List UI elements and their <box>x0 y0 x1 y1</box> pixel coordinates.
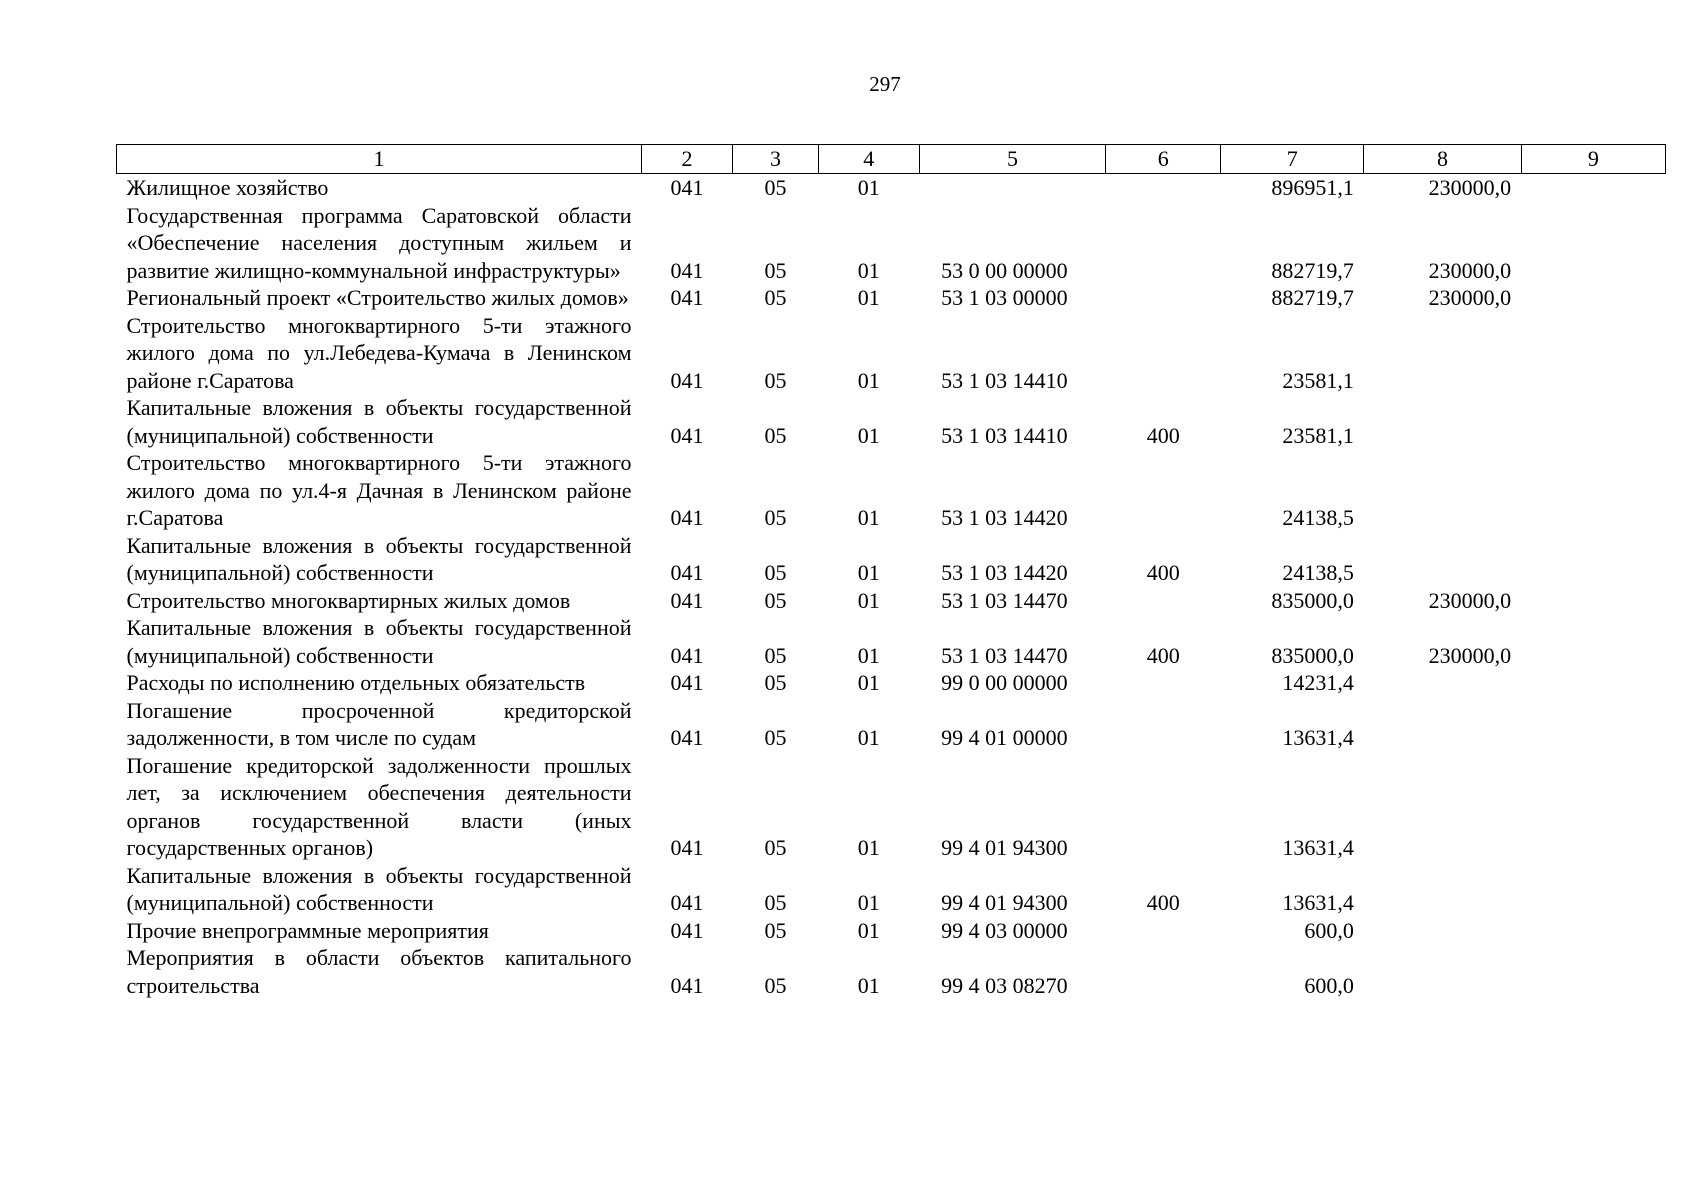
row-col8-cell <box>1364 752 1521 862</box>
row-col7-cell: 13631,4 <box>1282 890 1354 915</box>
header-col-5: 5 <box>919 145 1106 174</box>
row-col6-cell: 400 <box>1146 422 1180 448</box>
row-col4-cell: 01 <box>857 917 880 943</box>
row-col2-cell: 041 <box>670 670 704 695</box>
table-row <box>117 862 1666 917</box>
row-col8-cell <box>1364 917 1521 945</box>
row-col2-cell: 041 <box>670 835 704 860</box>
row-col7-cell: 24138,5 <box>1282 505 1354 530</box>
row-col5-cell: 99 4 03 08270 <box>941 972 1068 998</box>
row-col4-cell: 01 <box>857 725 880 750</box>
row-col6-cell: 400 <box>1146 890 1180 915</box>
row-name-cell: Капитальные вложения в объекты государственной (муниципальной) собственности <box>126 532 632 585</box>
row-col9-cell <box>1521 614 1665 669</box>
row-col2-cell: 041 <box>670 587 704 613</box>
row-col3-cell: 05 <box>764 890 787 915</box>
row-col5-cell: 99 4 01 94300 <box>941 835 1068 860</box>
row-col8-cell <box>1364 862 1521 917</box>
table-row <box>117 917 1666 945</box>
header-col-4: 4 <box>818 145 919 174</box>
row-col4-cell: 01 <box>857 890 880 915</box>
row-col8-cell: 230000,0 <box>1428 257 1512 283</box>
row-col8-cell <box>1364 449 1521 532</box>
row-col2-cell: 041 <box>670 505 704 530</box>
row-col6-cell: 400 <box>1146 560 1180 585</box>
row-col5-cell <box>919 174 1106 202</box>
row-col2-cell: 041 <box>670 972 704 998</box>
row-col7-cell: 882719,7 <box>1271 285 1354 310</box>
row-col7-cell: 14231,4 <box>1282 670 1354 695</box>
row-col5-cell: 99 4 01 00000 <box>941 725 1068 750</box>
row-col5-cell: 53 1 03 14470 <box>941 642 1068 668</box>
row-col4-cell: 01 <box>857 972 880 998</box>
row-col9-cell <box>1521 394 1665 449</box>
row-col6-cell <box>1106 917 1221 945</box>
row-col2-cell: 041 <box>670 560 704 585</box>
table-row <box>117 394 1666 449</box>
table-row <box>117 587 1666 615</box>
row-name-cell: Расходы по исполнению отдельных обязательств <box>126 670 586 695</box>
row-name-cell: Строительство многоквартирного 5-ти этажного жилого дома по ул.4-я Дачная в Ленинском районе г.Саратова <box>126 450 632 530</box>
row-col4-cell: 01 <box>857 560 880 585</box>
row-col7-cell: 13631,4 <box>1282 835 1354 860</box>
header-col-2: 2 <box>642 145 733 174</box>
row-col8-cell <box>1364 394 1521 449</box>
row-name-cell: Жилищное хозяйство <box>126 175 329 200</box>
row-col3-cell: 05 <box>764 257 787 283</box>
row-col8-cell: 230000,0 <box>1428 175 1512 200</box>
row-col8-cell <box>1364 312 1521 395</box>
header-col-3: 3 <box>733 145 819 174</box>
row-col5-cell: 53 0 00 00000 <box>941 257 1068 283</box>
row-name-cell: Строительство многоквартирного 5-ти этажного жилого дома по ул.Лебедева-Кумача в Ленинском районе г.Саратова <box>126 312 632 393</box>
row-col2-cell: 041 <box>670 422 704 448</box>
row-col7-cell: 24138,5 <box>1282 560 1354 585</box>
row-col2-cell: 041 <box>670 367 704 393</box>
table-row <box>117 284 1666 312</box>
row-col6-cell <box>1106 752 1221 862</box>
table-row <box>117 202 1666 285</box>
row-col6-cell <box>1106 284 1221 312</box>
row-col8-cell <box>1364 532 1521 587</box>
row-name-cell: Строительство многоквартирных жилых домов <box>126 587 571 613</box>
row-col5-cell: 53 1 03 14470 <box>941 587 1068 613</box>
row-col8-cell <box>1364 944 1521 999</box>
row-col5-cell: 53 1 03 14420 <box>941 505 1068 530</box>
row-col9-cell <box>1521 944 1665 999</box>
row-name-cell: Капитальные вложения в объекты государственной (муниципальной) собственности <box>126 615 632 668</box>
row-col8-cell: 230000,0 <box>1428 587 1512 613</box>
row-col8-cell: 230000,0 <box>1428 285 1512 310</box>
row-col5-cell: 99 4 01 94300 <box>941 890 1068 915</box>
table-row <box>117 697 1666 752</box>
row-col3-cell: 05 <box>764 670 787 695</box>
row-col9-cell <box>1521 284 1665 312</box>
row-col3-cell: 05 <box>764 422 787 448</box>
row-col5-cell: 99 4 03 00000 <box>941 917 1068 943</box>
row-col4-cell: 01 <box>857 257 880 283</box>
page-number: 297 <box>869 72 901 96</box>
row-col9-cell <box>1521 587 1665 615</box>
row-col3-cell: 05 <box>764 642 787 668</box>
row-col6-cell <box>1106 697 1221 752</box>
table-row <box>117 174 1666 202</box>
row-col9-cell <box>1521 862 1665 917</box>
row-col2-cell: 041 <box>670 285 704 310</box>
row-col3-cell: 05 <box>764 560 787 585</box>
row-col7-cell: 835000,0 <box>1271 642 1354 668</box>
row-col6-cell <box>1106 174 1221 202</box>
row-col3-cell: 05 <box>764 175 787 200</box>
row-col4-cell: 01 <box>857 367 880 393</box>
row-name-cell: Прочие внепрограммные мероприятия <box>126 917 489 943</box>
row-col3-cell: 05 <box>764 285 787 310</box>
row-col9-cell <box>1521 174 1665 202</box>
row-col7-cell: 835000,0 <box>1271 587 1354 613</box>
row-col8-cell <box>1364 669 1521 697</box>
row-col9-cell <box>1521 532 1665 587</box>
row-col7-cell: 600,0 <box>1304 917 1354 943</box>
row-col4-cell: 01 <box>857 505 880 530</box>
header-row <box>117 145 1666 174</box>
table-row <box>117 752 1666 862</box>
row-col3-cell: 05 <box>764 725 787 750</box>
row-col2-cell: 041 <box>670 642 704 668</box>
row-col7-cell: 23581,1 <box>1282 367 1354 393</box>
table-row <box>117 312 1666 395</box>
row-col2-cell: 041 <box>670 917 704 943</box>
row-col4-cell: 01 <box>857 587 880 613</box>
row-col4-cell: 01 <box>857 642 880 668</box>
row-col6-cell <box>1106 587 1221 615</box>
row-col2-cell: 041 <box>670 257 704 283</box>
row-col5-cell: 53 1 03 14420 <box>941 560 1068 585</box>
row-col5-cell: 53 1 03 00000 <box>941 285 1068 310</box>
table-row <box>117 944 1666 999</box>
row-col3-cell: 05 <box>764 587 787 613</box>
row-col3-cell: 05 <box>764 972 787 998</box>
table-row <box>117 532 1666 587</box>
table-row <box>117 449 1666 532</box>
row-col7-cell: 896951,1 <box>1271 175 1354 200</box>
header-col-9: 9 <box>1521 145 1665 174</box>
header-col-1: 1 <box>117 145 642 174</box>
row-col6-cell <box>1106 449 1221 532</box>
row-col9-cell <box>1521 917 1665 945</box>
row-col6-cell: 400 <box>1146 642 1180 668</box>
row-col9-cell <box>1521 449 1665 532</box>
row-col3-cell: 05 <box>764 505 787 530</box>
row-col6-cell <box>1106 202 1221 285</box>
row-col8-cell <box>1364 697 1521 752</box>
row-name-cell: Погашение кредиторской задолженности прошлых лет, за исключением обеспечения деятельности органов государственной власти (иных государственных органов) <box>126 752 632 860</box>
row-col5-cell: 99 0 00 00000 <box>941 670 1068 695</box>
row-col3-cell: 05 <box>764 835 787 860</box>
row-col6-cell <box>1106 312 1221 395</box>
row-col2-cell: 041 <box>670 890 704 915</box>
row-name-cell: Капитальные вложения в объекты государственной (муниципальной) собственности <box>126 395 632 448</box>
header-col-7: 7 <box>1221 145 1364 174</box>
table-row <box>117 669 1666 697</box>
budget-table <box>116 144 1666 999</box>
row-col9-cell <box>1521 669 1665 697</box>
row-col7-cell: 882719,7 <box>1271 257 1354 283</box>
table-row <box>117 614 1666 669</box>
row-name-cell: Мероприятия в области объектов капитального строительства <box>126 945 632 998</box>
row-name-cell: Государственная программа Саратовской области «Обеспечение населения доступным жильем и развитие жилищно-коммунальной инфраструктуры» <box>126 202 632 283</box>
row-col6-cell <box>1106 944 1221 999</box>
row-name-cell: Капитальные вложения в объекты государственной (муниципальной) собственности <box>126 862 632 915</box>
row-col8-cell: 230000,0 <box>1428 642 1512 668</box>
row-col2-cell: 041 <box>670 725 704 750</box>
row-col4-cell: 01 <box>857 835 880 860</box>
row-col5-cell: 53 1 03 14410 <box>941 422 1068 448</box>
row-col5-cell: 53 1 03 14410 <box>941 367 1068 393</box>
row-name-cell: Погашение просроченной кредиторской задолженности, в том числе по судам <box>126 697 632 750</box>
row-col2-cell: 041 <box>670 175 704 200</box>
row-col4-cell: 01 <box>857 670 880 695</box>
row-col3-cell: 05 <box>764 917 787 943</box>
header-col-8: 8 <box>1364 145 1521 174</box>
row-col3-cell: 05 <box>764 367 787 393</box>
row-col4-cell: 01 <box>857 422 880 448</box>
row-col7-cell: 13631,4 <box>1282 725 1354 750</box>
row-col7-cell: 600,0 <box>1304 972 1354 998</box>
row-col7-cell: 23581,1 <box>1282 422 1354 448</box>
header-col-6: 6 <box>1106 145 1221 174</box>
table-body <box>117 174 1666 1000</box>
row-col6-cell <box>1106 669 1221 697</box>
row-col9-cell <box>1521 697 1665 752</box>
row-col9-cell <box>1521 312 1665 395</box>
row-col4-cell: 01 <box>857 175 880 200</box>
row-col9-cell <box>1521 752 1665 862</box>
row-col4-cell: 01 <box>857 285 880 310</box>
row-name-cell: Региональный проект «Строительство жилых домов» <box>126 285 629 310</box>
row-col9-cell <box>1521 202 1665 285</box>
